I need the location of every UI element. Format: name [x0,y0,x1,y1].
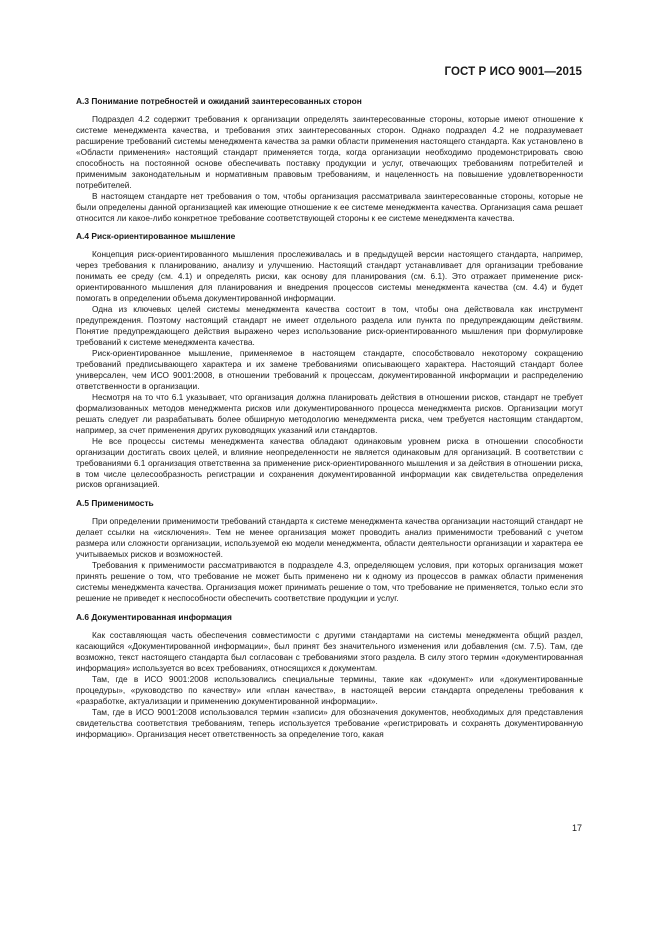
paragraph: Там, где в ИСО 9001:2008 использовались специальные термины, такие как «документ» или «документированные процедуры», «руководство по качеству» или «план качества», в настоящей версии стандарта определены требования к «разработке, актуализации и применению документированной информации». [76,673,583,706]
paragraph: Подраздел 4.2 содержит требования к организации определять заинтересованные стороны, которые имеют отношение к системе менеджмента качества, и требования этих заинтересованных сторон. Однако подраздел 4.2 не подразумевает расширение требований системы менеджмента качества за рамки области применения настоящего стандарта. Как установлено в «Области применения» настоящий стандарт применяется тогда, когда организации необходимо продемонстрировать свою способность на постоянной основе обеспечивать поставку продукции и услуг, отвечающих требованиям потребителей и применимым законодательным и нормативным правовым требованиям, и нацеленность на повышение удовлетворенности потребителей. [76,113,583,190]
section-title: А.4 Риск-ориентированное мышление [76,231,236,242]
paragraph: В настоящем стандарте нет требования о том, чтобы организация рассматривала заинтересованные стороны, которые не были определены данной организацией как имеющие отношение к ее системе менеджмента качества. Организация сама решает относится ли какое-либо конкретное требование соответствующей стороны к ее системе менеджмента качества. [76,190,583,223]
paragraph: Концепция риск-ориентированного мышления прослеживалась и в предыдущей версии настоящего стандарта, например, через требования к планированию, анализу и улучшению. Настоящий стандарт устанавливает для организации требование понимать ее среду (см. 4.1) и определять риски, как основу для планирования (см. 6.1). Это отражает применение риск-ориентированного мышления для планирования и внедрения процессов системы менеджмента качества (см. 4.4) и будет помогать в определении объема документированной информации. [76,249,583,304]
section-a6 [76,612,583,739]
paragraph: Несмотря на то что 6.1 указывает, что организация должна планировать действия в отношении рисков, стандарт не требует формализованных методов менеджмента рисков или документированного процесса менеджмента рисков. Организации могут решать следует ли разрабатывать более обширную методологию менеджмента риска, чем требуется настоящим стандартом, например, за счет применения других руководящих указаний или стандартов. [76,391,583,435]
section-title: А.5 Применимость [76,498,154,509]
section-a5 [76,498,583,604]
section-a3 [76,96,583,223]
standard-header: ГОСТ Р ИСО 9001—2015 [444,66,582,78]
paragraph: При определении применимости требований стандарта к системе менеджмента качества организации настоящий стандарт не делает ссылки на «исключения». Тем не менее организация может проводить анализ применимости требований с учетом размера или сложности организации, используемой ею модели менеджмента, области деятельности организации и характера ее учитываемых рисков и возможностей. [76,516,583,560]
paragraph: Там, где в ИСО 9001:2008 использовался термин «записи» для обозначения документов, необходимых для представления свидетельства соответствия требованиям, теперь используется требование «регистрировать и сохранять документированную информацию». Организация несет ответственность за определение того, какая [76,706,583,739]
paragraph: Одна из ключевых целей системы менеджмента качества состоит в том, чтобы она действовала как инструмент предупреждения. Поэтому настоящий стандарт не имеет отдельного раздела или пункта по предупреждающим действиям. Понятие предупреждающего действия выражено через использование риск-ориентированного мышления при формулировке требований к системе менеджмента качества. [76,304,583,348]
section-a4 [76,231,583,490]
paragraph: Как составляющая часть обеспечения совместимости с другими стандартами на системы менеджмента общий раздел, касающийся «Документированной информации», был принят без значительного изменения или добавления (см. 7.5). Там, где возможно, текст настоящего стандарта был согласован с требованиями этого раздела. В силу этого термин «документированная информация» используется во всех требованиях, относящихся к документам. [76,629,583,673]
paragraph: Риск-ориентированное мышление, применяемое в настоящем стандарте, способствовало некоторому сокращению требований предписывающего характера и их замене требованиями описывающего характера. Настоящий стандарт более универсален, чем ИСО 9001:2008, в отношении требований к процессам, документированной информации и распределению ответственности в организации. [76,348,583,391]
paragraph: Требования к применимости рассматриваются в подразделе 4.3, определяющем условия, при которых организация может принять решение о том, что требование не может быть применено ни к одному из процессов в рамках области применения системы менеджмента качества. Организация может принимать решение о том, что требование не применяется, только если это решение не приведет к неспособности обеспечить соответствие продукции и услуг. [76,560,583,604]
page-content [76,96,583,747]
paragraph: Не все процессы системы менеджмента качества обладают одинаковым уровнем риска в отношении способности организации достигать своих целей, и влияние неопределенности не является одинаковым для организаций. В соответствии с требованиями 6.1 организация ответственна за применение риск-ориентированного мышления и за действия в отношении риска, в том числе целесообразность регистрации и сохранения документированной информации как свидетельства определения рисков организацией. [76,435,583,490]
page-number: 17 [571,823,582,833]
section-title: А.6 Документированная информация [76,611,232,622]
section-title: А.3 Понимание потребностей и ожиданий заинтересованных сторон [76,96,362,106]
